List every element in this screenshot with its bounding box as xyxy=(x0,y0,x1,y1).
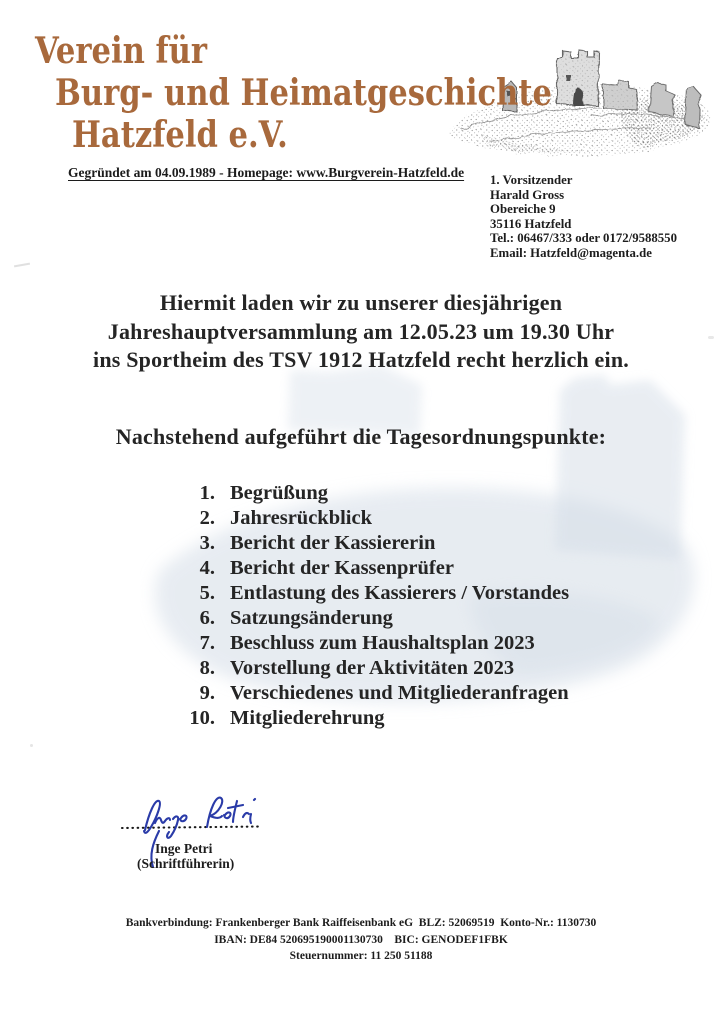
signature-role: (Schriftführerin) xyxy=(137,856,235,871)
agenda-item xyxy=(178,581,569,606)
founded-homepage-line: Gegründet am 04.09.1989 - Homepage: www.Burgverein-Hatzfeld.de xyxy=(68,165,465,180)
agenda-item-number: 3. xyxy=(199,532,215,554)
footer-line: IBAN: DE84 520695190001130730 BIC: GENODEF1FBK xyxy=(214,933,508,946)
agenda-item-text: Verschiedenes und Mitgliederanfragen xyxy=(230,682,569,704)
agenda-item-number: 1. xyxy=(199,482,215,504)
agenda-item-text: Entlastung des Kassierers / Vorstandes xyxy=(230,582,570,604)
agenda-item-text: Mitgliederehrung xyxy=(230,707,385,729)
agenda-item xyxy=(178,656,569,681)
agenda-item xyxy=(178,531,569,556)
org-title-line: Verein für xyxy=(35,30,208,72)
invitation-paragraph xyxy=(0,289,722,375)
scan-speck xyxy=(30,744,33,747)
footer-line: Bankverbindung: Frankenberger Bank Raiffeisenbank eG BLZ: 52069519 Konto-Nr.: 1130730 xyxy=(125,917,597,929)
agenda-item xyxy=(178,631,569,656)
org-title xyxy=(35,30,640,156)
agenda-list xyxy=(178,481,569,731)
agenda-item-text: Beschluss zum Haushaltsplan 2023 xyxy=(230,632,535,654)
chairman-contact-block xyxy=(490,173,677,261)
agenda-item-number: 7. xyxy=(199,632,215,654)
agenda-item-text: Bericht der Kassenprüfer xyxy=(230,557,454,579)
agenda-heading: Nachstehend aufgeführt die Tagesordnungspunkte: xyxy=(115,424,607,449)
invitation-line: Jahreshauptversammlung am 12.05.23 um 19.30 Uhr xyxy=(107,318,615,344)
footer-line: Steuernummer: 11 250 51188 xyxy=(289,950,433,962)
agenda-item-text: Begrüßung xyxy=(230,482,328,504)
agenda-item xyxy=(178,556,569,581)
agenda-item xyxy=(178,681,569,706)
org-title-line: Burg- und Heimatgeschichte xyxy=(55,72,552,114)
agenda-item-number: 2. xyxy=(199,507,215,529)
agenda-item-number: 9. xyxy=(199,682,215,704)
agenda-item-text: Vorstellung der Aktivitäten 2023 xyxy=(230,657,515,679)
agenda-item-text: Jahresrückblick xyxy=(230,507,372,529)
agenda-item-text: Satzungsänderung xyxy=(230,607,393,629)
org-title-line: Hatzfeld e.V. xyxy=(72,114,288,156)
contact-line: Harald Gross xyxy=(490,187,565,202)
agenda-item xyxy=(178,706,569,731)
contact-line: Tel.: 06467/333 oder 0172/9588550 xyxy=(490,231,677,246)
agenda-item-text: Bericht der Kassiererin xyxy=(230,532,436,554)
agenda-item-number: 4. xyxy=(199,557,215,579)
invitation-line: Hiermit laden wir zu unserer diesjährigen xyxy=(159,290,563,315)
bank-details-footer xyxy=(0,915,722,965)
agenda-item-number: 10. xyxy=(189,707,215,729)
agenda-item xyxy=(178,481,569,506)
agenda-item xyxy=(178,506,569,531)
contact-line: Obereiche 9 xyxy=(490,202,556,217)
signature-block xyxy=(115,785,325,885)
invitation-line: ins Sportheim des TSV 1912 Hatzfeld recht herzlich ein. xyxy=(93,347,629,372)
agenda-item-number: 8. xyxy=(199,657,215,679)
agenda-item xyxy=(178,606,569,631)
contact-line: 35116 Hatzfeld xyxy=(490,216,572,231)
scan-speck xyxy=(14,263,30,268)
agenda-item-number: 6. xyxy=(199,607,215,629)
signature-printed-name: Inge Petri xyxy=(155,841,213,856)
contact-line: 1. Vorsitzender xyxy=(490,173,573,187)
contact-line: Email: Hatzfeld@magenta.de xyxy=(490,245,652,260)
signature-dotted-line xyxy=(122,827,262,829)
agenda-item-number: 5. xyxy=(199,582,215,604)
